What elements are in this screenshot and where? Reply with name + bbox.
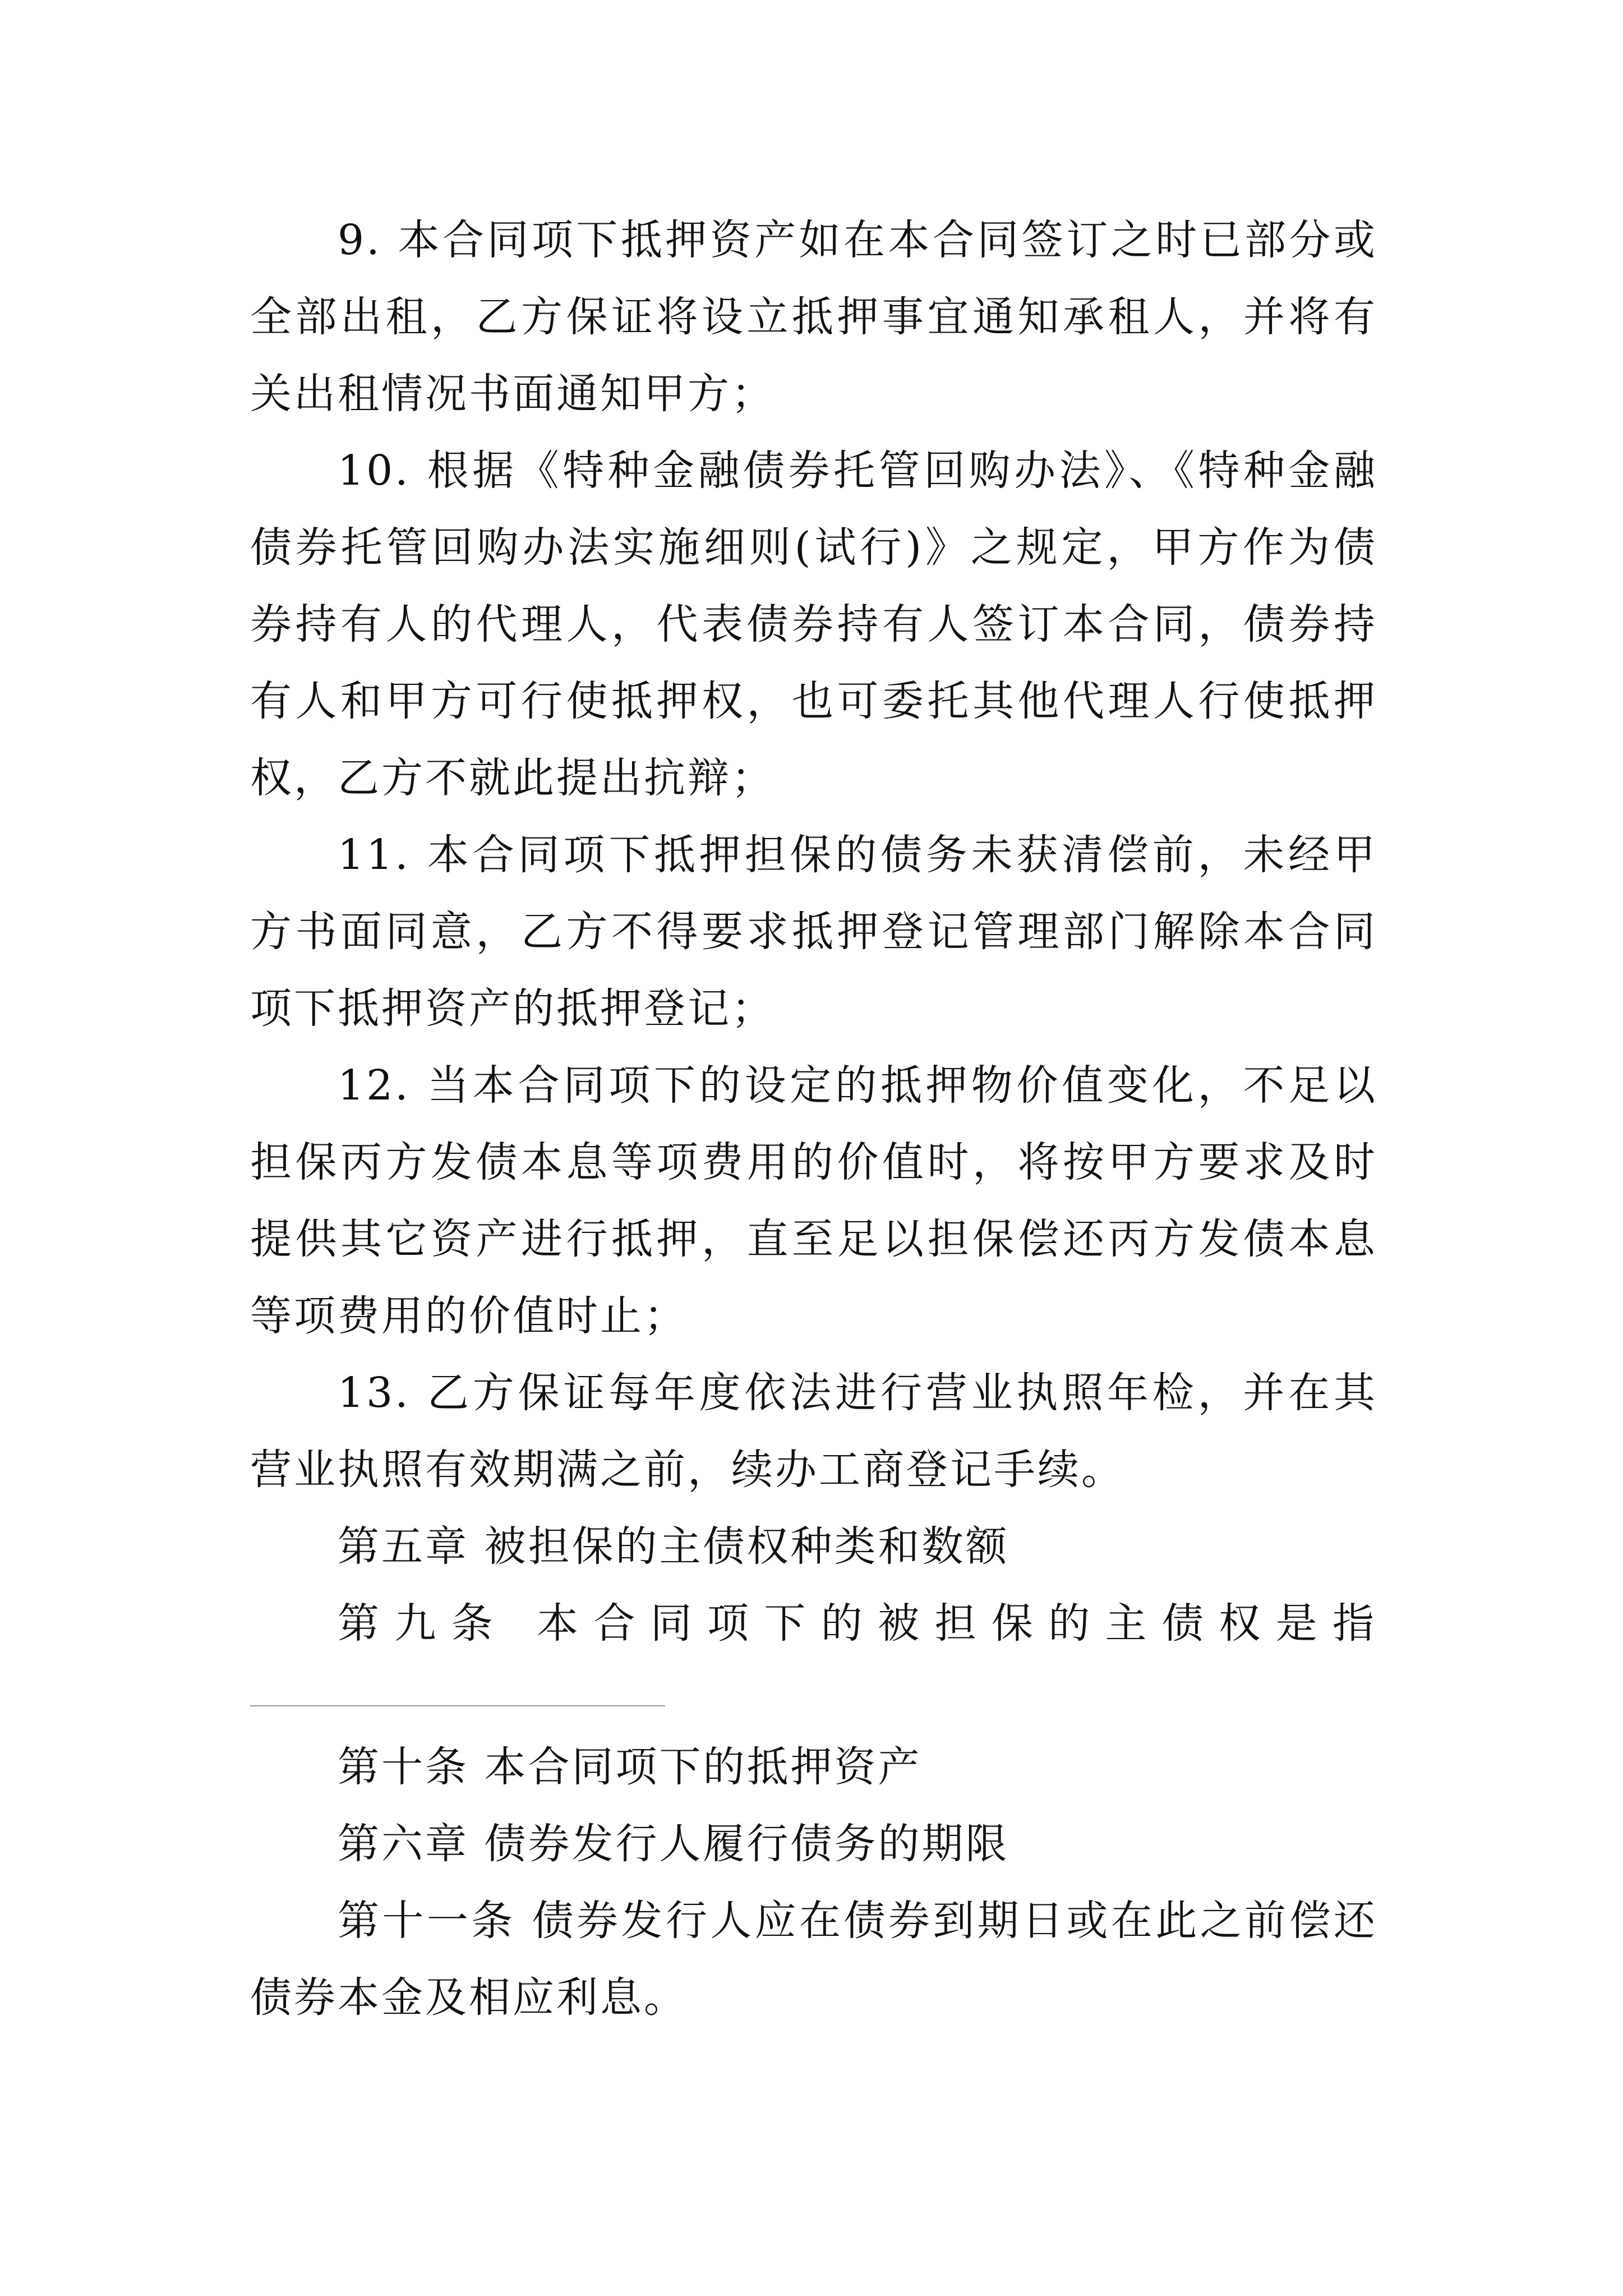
article-9-line: 第九条 本合同项下的被担保的主债权是指 (338, 1599, 1377, 1648)
article-10-line: 第十条 本合同项下的抵押资产 (338, 1743, 922, 1791)
paragraph-clause-11: 11. 本合同项下抵押担保的债务未获清偿前，未经甲方书面同意，乙方不得要求抵押登记管理部门解除本合同项下抵押资产的抵押登记； (250, 831, 1377, 1033)
lower-text-block (250, 1729, 1377, 2036)
paragraph-clause-10: 10. 根据《特种金融债券托管回购办法》、《特种金融债券托管回购办法实施细则(试行)》之规定，甲方作为债券持有人的代理人，代表债券持有人签订本合同，债券持有人和甲方可行使抵押权，也可委托其他代理人行使抵押权，乙方不就此提出抗辩； (250, 447, 1377, 802)
section-divider (250, 1705, 665, 1706)
main-text-block (250, 202, 1377, 1662)
article-11-paragraph: 第十一条 债券发行人应在债券到期日或在此之前偿还债券本金及相应利息。 (250, 1897, 1377, 2022)
paragraph-clause-9: 9. 本合同项下抵押资产如在本合同签订之时已部分或全部出租，乙方保证将设立抵押事宜通知承租人，并将有关出租情况书面通知甲方； (250, 216, 1377, 418)
paragraph-clause-13: 13. 乙方保证每年度依法进行营业执照年检，并在其营业执照有效期满之前，续办工商登记手续。 (250, 1369, 1377, 1494)
chapter-6-heading: 第六章 债券发行人履行债务的期限 (338, 1820, 1009, 1868)
paragraph-clause-12: 12. 当本合同项下的设定的抵押物价值变化，不足以担保丙方发债本息等项费用的价值时，将按甲方要求及时提供其它资产进行抵押，直至足以担保偿还丙方发债本息等项费用的价值时止； (250, 1061, 1377, 1340)
chapter-5-heading: 第五章 被担保的主债权种类和数额 (338, 1522, 1009, 1571)
